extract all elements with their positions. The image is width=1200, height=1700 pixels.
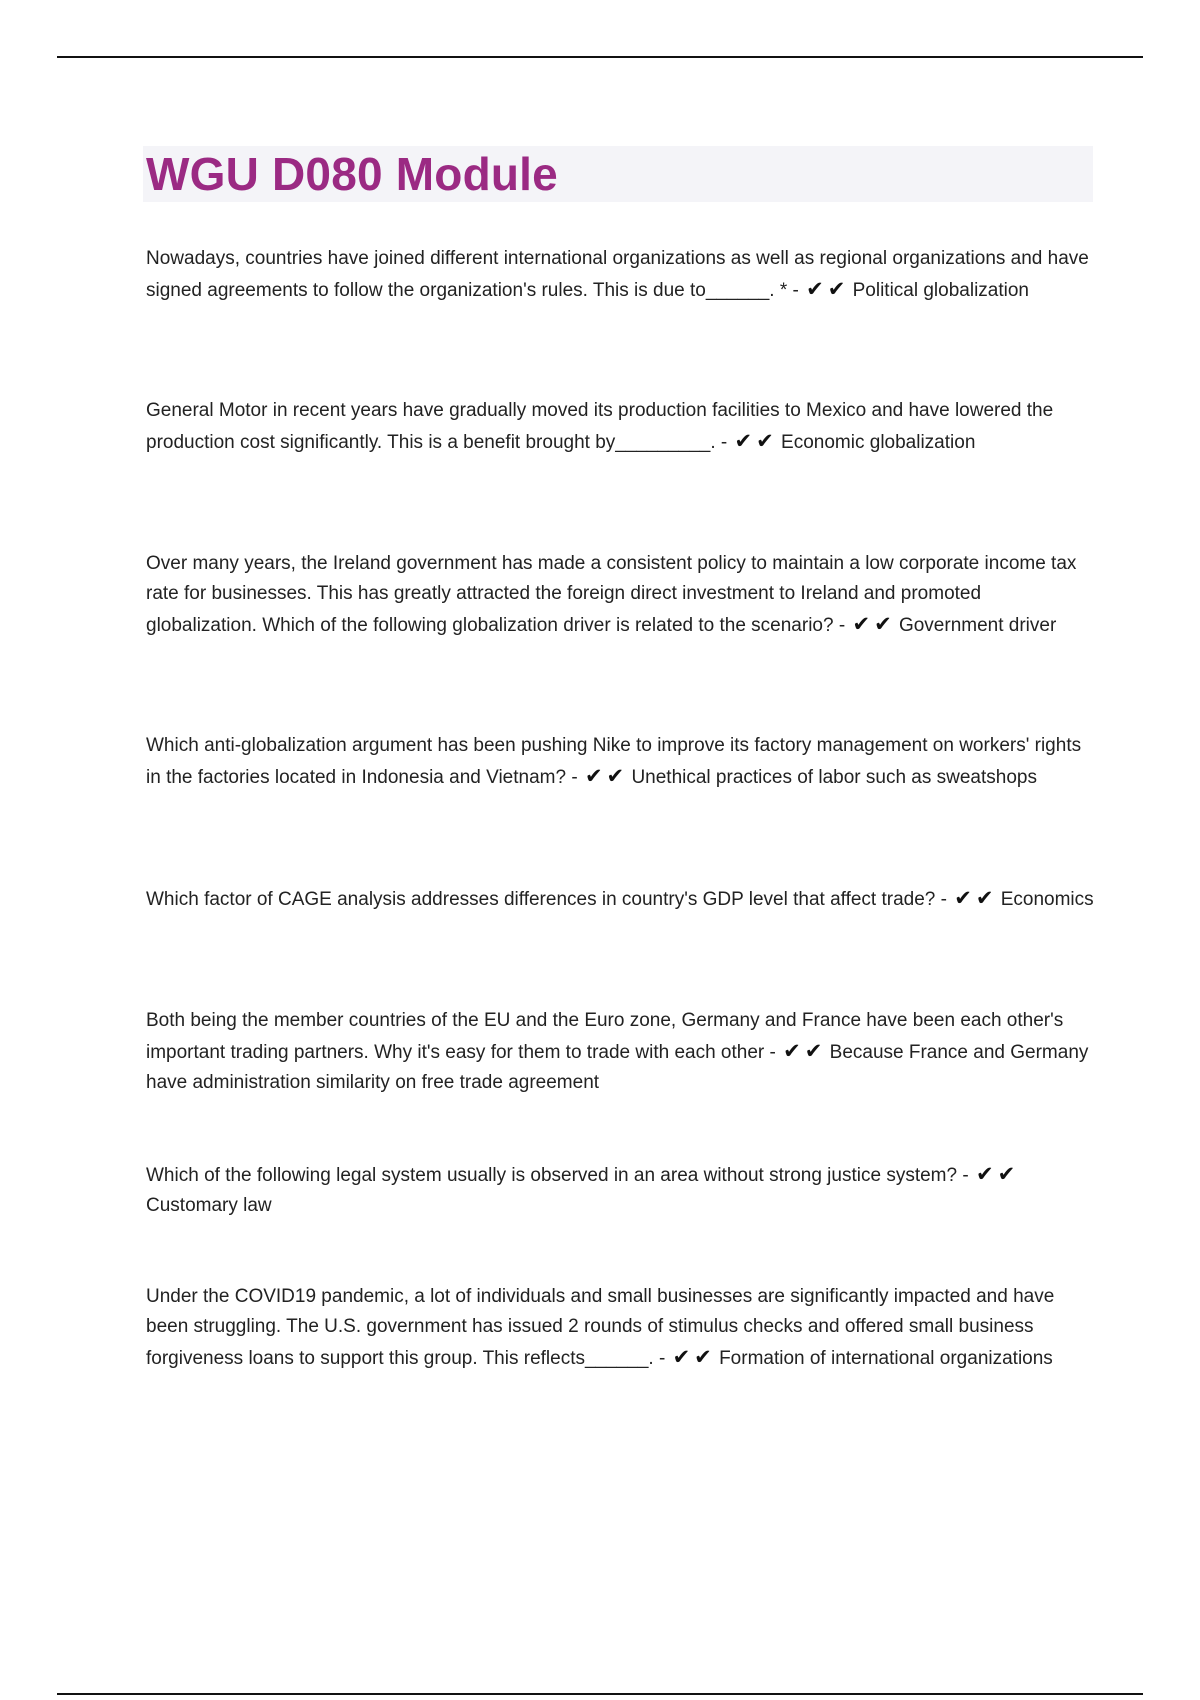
answer-text: Formation of international organizations xyxy=(719,1348,1053,1369)
answer-text: Because France and Germany have administration similarity on free trade agreement xyxy=(146,1042,1089,1093)
check-icon: ✔ xyxy=(827,277,846,301)
qa-item xyxy=(146,244,1096,306)
check-icon: ✔ xyxy=(783,1039,801,1063)
qa-item xyxy=(146,883,1094,915)
check-icon: ✔ xyxy=(975,1162,994,1186)
answer-text: Customary law xyxy=(146,1195,272,1216)
qa-item xyxy=(146,549,1096,641)
check-icon: ✔ xyxy=(584,764,603,788)
check-icon: ✔ xyxy=(806,277,824,301)
check-icon: ✔ xyxy=(734,429,753,453)
answer-text: Economic globalization xyxy=(781,432,976,453)
check-icon: ✔ xyxy=(852,612,871,636)
answer-text: Government driver xyxy=(898,615,1057,636)
check-icon: ✔ xyxy=(694,1345,712,1369)
bottom-rule xyxy=(57,1693,1143,1695)
qa-item xyxy=(146,1006,1096,1098)
qa-item xyxy=(146,1159,1096,1221)
question-text: Nowadays, countries have joined different international organizations as well as regional organizations and have signed agreements to follow the organization's rules. This is due to______. * - xyxy=(146,248,1089,301)
question-text: Which factor of CAGE analysis addresses differences in country's GDP level that affect trade? - xyxy=(146,889,947,910)
check-icon: ✔ xyxy=(804,1039,823,1063)
check-icon: ✔ xyxy=(954,886,972,910)
question-text: General Motor in recent years have gradually moved its production facilities to Mexico and have lowered the production cost significantly. This is a benefit brought by_________. - xyxy=(146,400,1054,453)
check-icon: ✔ xyxy=(756,429,774,453)
qa-item xyxy=(146,731,1096,793)
page-title: WGU D080 Module xyxy=(146,148,558,200)
question-text: Both being the member countries of the EU and the Euro zone, Germany and France have been each other's important trading partners. Why it's easy for them to trade with each other - xyxy=(146,1010,1064,1063)
check-icon: ✔ xyxy=(975,886,994,910)
answer-text: Political globalization xyxy=(852,280,1029,301)
question-text: Which anti-globalization argument has been pushing Nike to improve its factory management on workers' rights in the factories located in Indonesia and Vietnam? - xyxy=(146,735,1082,788)
question-text: Under the COVID19 pandemic, a lot of individuals and small businesses are significantly impacted and have been struggling. The U.S. government has issued 2 rounds of stimulus checks and offered small business forgiveness loans to support this group. This reflects______. - xyxy=(146,1286,1055,1369)
top-rule xyxy=(57,56,1143,58)
qa-item xyxy=(146,1282,1096,1374)
check-icon: ✔ xyxy=(606,764,625,788)
answer-text: Unethical practices of labor such as sweatshops xyxy=(631,767,1037,788)
qa-item xyxy=(146,396,1096,458)
question-text: Which of the following legal system usually is observed in an area without strong justice system? - xyxy=(146,1165,969,1186)
check-icon: ✔ xyxy=(874,612,892,636)
check-icon: ✔ xyxy=(997,1162,1016,1186)
check-icon: ✔ xyxy=(672,1345,691,1369)
answer-text: Economics xyxy=(1000,889,1094,910)
question-text: Over many years, the Ireland government has made a consistent policy to maintain a low corporate income tax rate for businesses. This has greatly attracted the foreign direct investment to Ireland and promoted globalization. Which of the following globalization driver is related to the scenario? - xyxy=(146,553,1077,636)
